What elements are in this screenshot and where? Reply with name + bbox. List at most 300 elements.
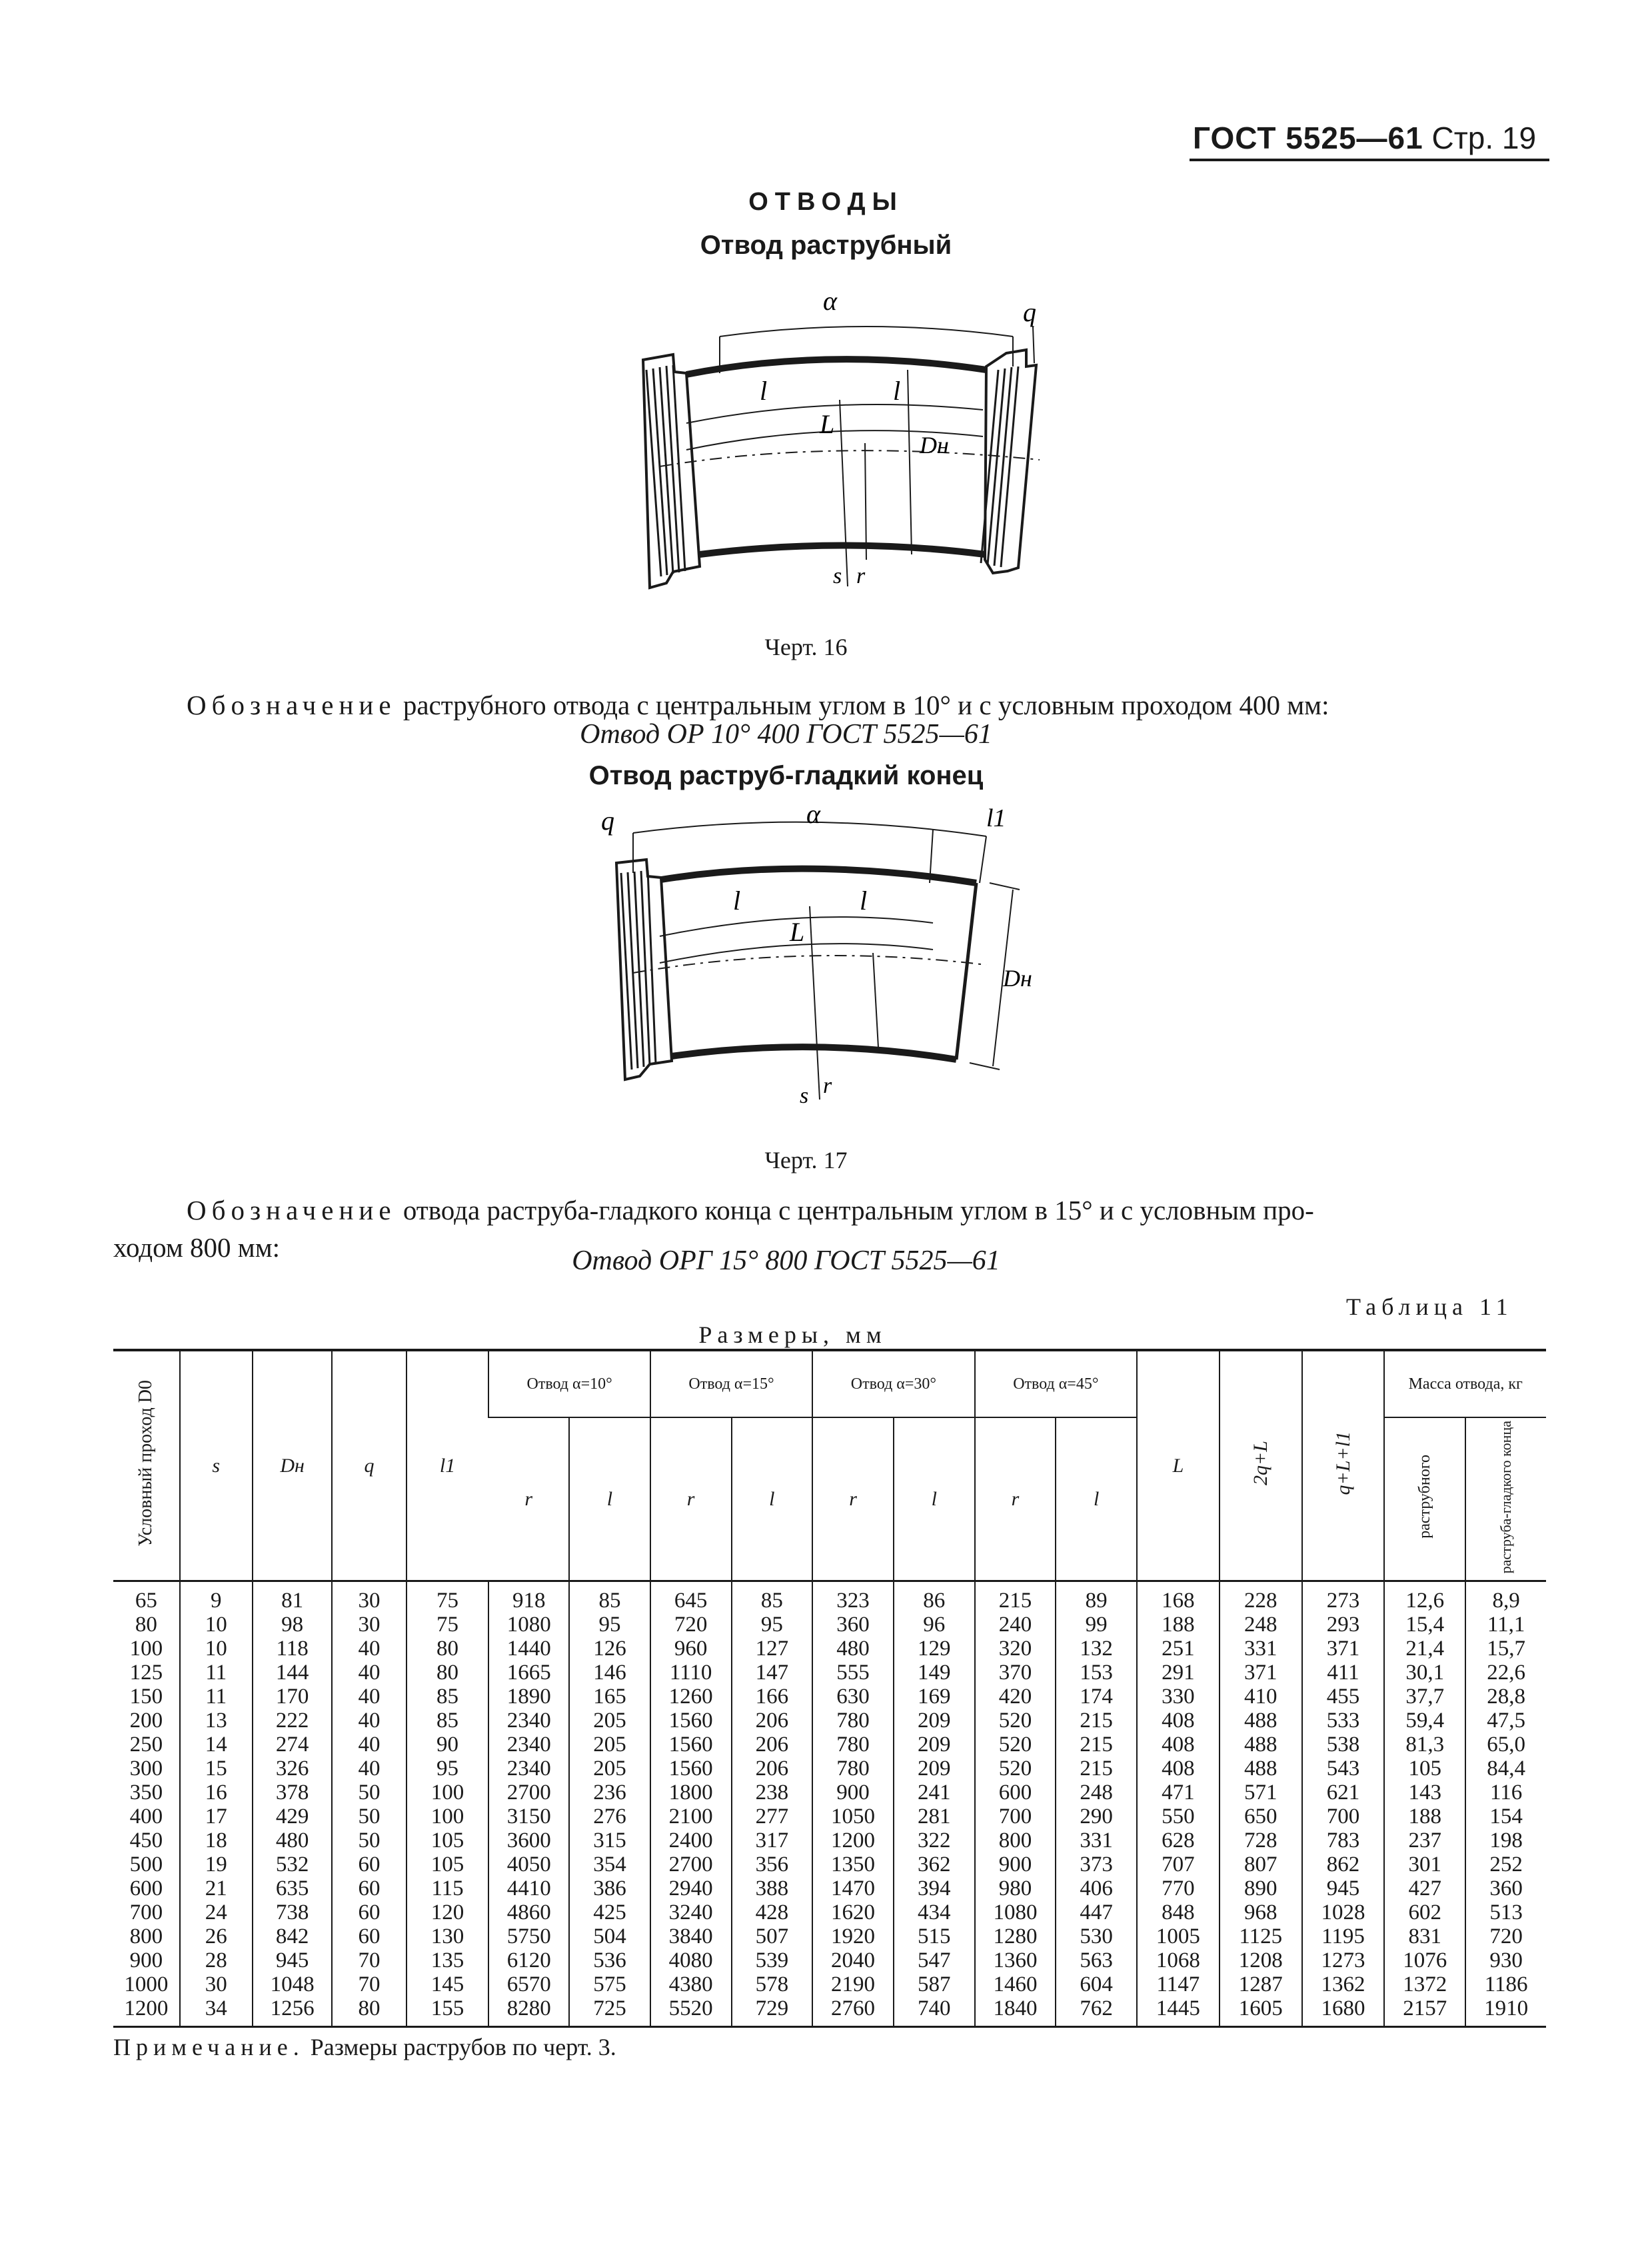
table-cell: 360 <box>812 1613 894 1637</box>
table-cell: 1050 <box>812 1805 894 1829</box>
table-cell: 504 <box>569 1924 650 1948</box>
group-otvod-10: Отвод α=10° <box>488 1350 650 1417</box>
fig16-subtitle: Отвод раструбный <box>700 231 952 260</box>
fig16-label-s: s <box>833 564 842 588</box>
table-cell: 75 <box>407 1581 489 1613</box>
table-cell: 1195 <box>1302 1924 1385 1948</box>
table-cell: 1068 <box>1137 1948 1220 1972</box>
table-cell: 520 <box>975 1733 1056 1757</box>
table-cell: 575 <box>569 1972 650 1996</box>
table-cell: 105 <box>407 1829 489 1853</box>
table-cell: 2760 <box>812 1996 894 2027</box>
table-cell: 2157 <box>1384 1996 1465 2027</box>
table-cell: 166 <box>732 1685 813 1709</box>
table-cell: 1460 <box>975 1972 1056 1996</box>
table-cell: 707 <box>1137 1853 1220 1876</box>
table-cell: 1280 <box>975 1924 1056 1948</box>
table-cell: 2040 <box>812 1948 894 1972</box>
table-cell: 968 <box>1220 1900 1302 1924</box>
col-dn0: Условный проход D0 <box>113 1350 180 1581</box>
table-cell: 488 <box>1220 1757 1302 1781</box>
table-cell: 587 <box>894 1972 975 1996</box>
table-cell: 40 <box>332 1757 406 1781</box>
table-cell: 11 <box>180 1661 253 1685</box>
table-cell: 5520 <box>650 1996 732 2027</box>
table-cell: 800 <box>129 1924 163 1949</box>
table-cell: 84,4 <box>1465 1757 1546 1781</box>
table-row <box>113 1853 1546 1876</box>
col-l-30: l <box>894 1417 975 1581</box>
table-cell: 1470 <box>812 1876 894 1900</box>
group-otvod-45: Отвод α=45° <box>975 1350 1137 1417</box>
table-cell: 205 <box>569 1709 650 1733</box>
designation-2 <box>187 1191 1553 1229</box>
table-cell: 30 <box>332 1613 406 1637</box>
table-cell: 47,5 <box>1465 1709 1546 1733</box>
table-cell: 248 <box>1056 1781 1137 1805</box>
table-cell: 215 <box>1056 1709 1137 1733</box>
table-cell: 129 <box>894 1637 975 1661</box>
table-cell: 59,4 <box>1384 1709 1465 1733</box>
col-r-45: r <box>975 1417 1056 1581</box>
table-cell: 1048 <box>253 1972 333 1996</box>
table-cell: 34 <box>180 1996 253 2027</box>
fig17-label-q: q <box>601 806 614 836</box>
table-cell: 900 <box>975 1853 1056 1876</box>
table-cell: 1560 <box>650 1733 732 1757</box>
table-cell: 50 <box>332 1829 406 1853</box>
table-cell: 720 <box>1465 1924 1546 1948</box>
table-cell: 800 <box>975 1829 1056 1853</box>
table-row <box>113 1924 1546 1948</box>
table-cell: 169 <box>894 1685 975 1709</box>
table-cell: 236 <box>569 1781 650 1805</box>
table-cell: 900 <box>129 1948 163 1973</box>
table-cell: 198 <box>1465 1829 1546 1853</box>
table-row <box>113 1876 1546 1900</box>
table-cell: 95 <box>407 1757 489 1781</box>
table-cell: 237 <box>1384 1829 1465 1853</box>
table-cell: 700 <box>129 1900 163 1925</box>
table-cell: 28 <box>180 1948 253 1972</box>
table-cell: 780 <box>812 1733 894 1757</box>
table-cell: 604 <box>1056 1972 1137 1996</box>
table-cell: 252 <box>1465 1853 1546 1876</box>
table-cell: 780 <box>812 1757 894 1781</box>
table-cell: 89 <box>1056 1581 1137 1613</box>
table-cell: 209 <box>894 1757 975 1781</box>
table-cell: 831 <box>1384 1924 1465 1948</box>
table-row <box>113 1757 1546 1781</box>
table-cell: 1910 <box>1465 1996 1546 2027</box>
table-cell: 740 <box>894 1996 975 2027</box>
table-cell: 918 <box>488 1581 569 1613</box>
table-cell: 95 <box>569 1613 650 1637</box>
table-cell: 188 <box>1137 1613 1220 1637</box>
table-cell: 411 <box>1302 1661 1385 1685</box>
page-header <box>1193 120 1536 156</box>
table-cell: 630 <box>812 1685 894 1709</box>
table-note-text: Размеры раструбов по черт. 3. <box>304 2034 616 2060</box>
table-cell: 15,7 <box>1465 1637 1546 1661</box>
table-row <box>113 1972 1546 1996</box>
table-cell: 100 <box>407 1805 489 1829</box>
table-cell: 578 <box>732 1972 813 1996</box>
fig16-right-socket <box>981 350 1036 573</box>
col-mass-socket-plain: раструба-гладкого конца <box>1465 1417 1546 1581</box>
table-cell: 205 <box>569 1757 650 1781</box>
table-cell: 6570 <box>488 1972 569 1996</box>
table-cell: 408 <box>1137 1757 1220 1781</box>
table-cell: 60 <box>332 1924 406 1948</box>
table-cell: 371 <box>1302 1637 1385 1661</box>
table-cell: 1200 <box>124 1996 169 2021</box>
table-cell: 165 <box>569 1685 650 1709</box>
table-cell: 40 <box>332 1661 406 1685</box>
table-cell: 1560 <box>650 1757 732 1781</box>
table-cell: 40 <box>332 1733 406 1757</box>
col-q: q <box>332 1350 406 1581</box>
table-cell: 428 <box>732 1900 813 1924</box>
table-cell: 24 <box>180 1900 253 1924</box>
table-cell: 488 <box>1220 1733 1302 1757</box>
table-cell: 386 <box>569 1876 650 1900</box>
table-cell: 132 <box>1056 1637 1137 1661</box>
table-cell: 1273 <box>1302 1948 1385 1972</box>
table-row <box>113 1996 1546 2027</box>
table-cell: 471 <box>1137 1781 1220 1805</box>
table-cell: 1840 <box>975 1996 1056 2027</box>
table-cell: 536 <box>569 1948 650 1972</box>
table-cell: 116 <box>1465 1781 1546 1805</box>
designation-2-text: отвода раструба-гладкого конца с центральным углом в 15° и с условным про- <box>396 1195 1314 1225</box>
table-cell: 635 <box>253 1876 333 1900</box>
table-cell: 80 <box>135 1613 157 1637</box>
table-cell: 11 <box>180 1685 253 1709</box>
fig17-label-l-right: l <box>860 886 868 916</box>
table-cell: 85 <box>569 1581 650 1613</box>
table-cell: 147 <box>732 1661 813 1685</box>
fig17-caption: Черт. 17 <box>764 1147 848 1173</box>
table-cell: 241 <box>894 1781 975 1805</box>
table-cell: 96 <box>894 1613 975 1637</box>
page-number: Стр. 19 <box>1431 121 1537 155</box>
col-l-15: l <box>732 1417 813 1581</box>
table-cell: 115 <box>407 1876 489 1900</box>
table-row <box>113 1709 1546 1733</box>
table-cell: 14 <box>180 1733 253 1757</box>
table-cell: 447 <box>1056 1900 1137 1924</box>
fig16-label-dn: Dн <box>920 432 949 458</box>
fig16-drawing <box>600 280 1080 600</box>
fig16-label-q: q <box>1023 297 1036 327</box>
table-cell: 9 <box>180 1581 253 1613</box>
col-L: L <box>1137 1350 1220 1581</box>
table-cell: 507 <box>732 1924 813 1948</box>
table-cell: 550 <box>1137 1805 1220 1829</box>
table-cell: 900 <box>812 1781 894 1805</box>
designation-1-text: раструбного отвода с центральным углом в 10° и с условным проходом 400 мм: <box>396 690 1329 720</box>
table-cell: 2100 <box>650 1805 732 1829</box>
table-cell: 455 <box>1302 1685 1385 1709</box>
table-cell: 65,0 <box>1465 1733 1546 1757</box>
table-cell: 602 <box>1384 1900 1465 1924</box>
table-cell: 4050 <box>488 1853 569 1876</box>
designation-2-line2: ходом 800 мм: <box>113 1232 281 1263</box>
table-cell: 1665 <box>488 1661 569 1685</box>
table-cell: 291 <box>1137 1661 1220 1685</box>
table-cell: 1362 <box>1302 1972 1385 1996</box>
gost-number: ГОСТ 5525—61 <box>1193 121 1423 155</box>
fig17-label-r: r <box>823 1074 832 1098</box>
table-cell: 394 <box>894 1876 975 1900</box>
table-cell: 1147 <box>1137 1972 1220 1996</box>
table-cell: 729 <box>732 1996 813 2027</box>
table-cell: 420 <box>975 1685 1056 1709</box>
table-cell: 205 <box>569 1733 650 1757</box>
table-cell: 1920 <box>812 1924 894 1948</box>
group-otvod-15: Отвод α=15° <box>650 1350 812 1417</box>
table-cell: 1076 <box>1384 1948 1465 1972</box>
table-cell: 783 <box>1302 1829 1385 1853</box>
table-cell: 15 <box>180 1757 253 1781</box>
table-cell: 543 <box>1302 1757 1385 1781</box>
table-cell: 3150 <box>488 1805 569 1829</box>
table-cell: 330 <box>1137 1685 1220 1709</box>
table-cell: 628 <box>1137 1829 1220 1853</box>
table-cell: 274 <box>253 1733 333 1757</box>
table-cell: 571 <box>1220 1781 1302 1805</box>
table-cell: 4380 <box>650 1972 732 1996</box>
table-row <box>113 1613 1546 1637</box>
fig17-label-s: s <box>800 1084 809 1108</box>
table-cell: 725 <box>569 1996 650 2027</box>
table-cell: 250 <box>129 1733 163 1757</box>
table-cell: 547 <box>894 1948 975 1972</box>
table-label: Таблица 11 <box>1346 1293 1513 1320</box>
table-cell: 85 <box>732 1581 813 1613</box>
table-cell: 21,4 <box>1384 1637 1465 1661</box>
table-cell: 4410 <box>488 1876 569 1900</box>
table-cell: 228 <box>1220 1581 1302 1613</box>
col-r-30: r <box>812 1417 894 1581</box>
table-cell: 100 <box>129 1637 163 1661</box>
table-cell: 434 <box>894 1900 975 1924</box>
table-cell: 95 <box>732 1613 813 1637</box>
table-cell: 144 <box>253 1661 333 1685</box>
table-cell: 2340 <box>488 1709 569 1733</box>
table-cell: 427 <box>1384 1876 1465 1900</box>
table-cell: 563 <box>1056 1948 1137 1972</box>
table-cell: 273 <box>1302 1581 1385 1613</box>
table-cell: 281 <box>894 1805 975 1829</box>
table-row <box>113 1581 1546 1613</box>
table-cell: 240 <box>975 1613 1056 1637</box>
table-row <box>113 1637 1546 1661</box>
table-cell: 276 <box>569 1805 650 1829</box>
table-cell: 70 <box>332 1972 406 1996</box>
table-cell: 290 <box>1056 1805 1137 1829</box>
table-cell: 1350 <box>812 1853 894 1876</box>
table-cell: 301 <box>1384 1853 1465 1876</box>
table-row <box>113 1733 1546 1757</box>
col-dh: Dн <box>253 1350 333 1581</box>
table-cell: 373 <box>1056 1853 1137 1876</box>
table-cell: 354 <box>569 1853 650 1876</box>
table-cell: 700 <box>975 1805 1056 1829</box>
table-cell: 408 <box>1137 1733 1220 1757</box>
fig16-label-l-right: l <box>893 376 901 406</box>
table-cell: 621 <box>1302 1781 1385 1805</box>
table-cell: 388 <box>732 1876 813 1900</box>
table-cell: 19 <box>180 1853 253 1876</box>
table-cell: 90 <box>407 1733 489 1757</box>
designation-2-example: Отвод ОРГ 15° 800 ГОСТ 5525—61 <box>572 1245 1000 1276</box>
table-cell: 209 <box>894 1733 975 1757</box>
group-mass: Масса отвода, кг <box>1384 1350 1546 1417</box>
table-cell: 450 <box>129 1829 163 1853</box>
table-cell: 40 <box>332 1685 406 1709</box>
fig17-label-l-left: l <box>733 886 741 916</box>
table-cell: 539 <box>732 1948 813 1972</box>
table-note-label: Примечание. <box>113 2034 305 2060</box>
table-cell: 8280 <box>488 1996 569 2027</box>
col-l-45: l <box>1056 1417 1137 1581</box>
table-cell: 1372 <box>1384 1972 1465 1996</box>
table-cell: 1208 <box>1220 1948 1302 1972</box>
table-cell: 770 <box>1137 1876 1220 1900</box>
fig17-label-dn: Dн <box>1003 965 1032 992</box>
table-cell: 70 <box>332 1948 406 1972</box>
table-cell: 215 <box>975 1581 1056 1613</box>
table-cell: 530 <box>1056 1924 1137 1948</box>
table-cell: 350 <box>129 1781 163 1805</box>
table-cell: 532 <box>253 1853 333 1876</box>
table-cell: 37,7 <box>1384 1685 1465 1709</box>
table-cell: 360 <box>1465 1876 1546 1900</box>
col-r-10: r <box>488 1417 569 1581</box>
table-cell: 80 <box>407 1661 489 1685</box>
col-mass-socket: раструбного <box>1384 1417 1465 1581</box>
group-otvod-30: Отвод α=30° <box>812 1350 974 1417</box>
table-cell: 17 <box>180 1805 253 1829</box>
col-l1: l1 <box>407 1350 489 1581</box>
table-cell: 130 <box>407 1924 489 1948</box>
table-cell: 21 <box>180 1876 253 1900</box>
table-cell: 150 <box>129 1685 163 1709</box>
table-cell: 85 <box>407 1709 489 1733</box>
table-cell: 2700 <box>488 1781 569 1805</box>
table-row <box>113 1900 1546 1924</box>
table-cell: 118 <box>253 1637 333 1661</box>
table-cell: 378 <box>253 1781 333 1805</box>
table-cell: 154 <box>1465 1805 1546 1829</box>
table-cell: 135 <box>407 1948 489 1972</box>
fig16-label-L: L <box>820 409 835 439</box>
table-cell: 126 <box>569 1637 650 1661</box>
designation-1-intro: Обозначение <box>187 690 397 720</box>
fig17-drawing <box>586 800 1053 1133</box>
table-cell: 75 <box>407 1613 489 1637</box>
table-cell: 170 <box>253 1685 333 1709</box>
fig17-label-L: L <box>790 917 805 947</box>
table-cell: 80 <box>332 1996 406 2027</box>
fig17-subtitle: Отвод раструб-гладкий конец <box>588 761 984 790</box>
table-cell: 1080 <box>975 1900 1056 1924</box>
table-cell: 15,4 <box>1384 1613 1465 1637</box>
fig16-left-socket <box>643 355 700 588</box>
table-cell: 600 <box>975 1781 1056 1805</box>
table-cell: 315 <box>569 1829 650 1853</box>
table-cell: 400 <box>129 1805 163 1829</box>
table-cell: 209 <box>894 1709 975 1733</box>
table-cell: 98 <box>253 1613 333 1637</box>
table-row <box>113 1805 1546 1829</box>
table-cell: 222 <box>253 1709 333 1733</box>
table-cell: 105 <box>1384 1757 1465 1781</box>
table-cell: 60 <box>332 1853 406 1876</box>
table-cell: 728 <box>1220 1829 1302 1853</box>
table-cell: 22,6 <box>1465 1661 1546 1685</box>
col-q-L-l1: q+L+l1 <box>1302 1350 1385 1581</box>
table-cell: 890 <box>1220 1876 1302 1900</box>
table-cell: 848 <box>1137 1900 1220 1924</box>
table-cell: 120 <box>407 1900 489 1924</box>
fig16-caption: Черт. 16 <box>764 634 848 660</box>
table-cell: 520 <box>975 1757 1056 1781</box>
table-cell: 960 <box>650 1637 732 1661</box>
table-cell: 762 <box>1056 1996 1137 2027</box>
table-cell: 149 <box>894 1661 975 1685</box>
table-cell: 6120 <box>488 1948 569 1972</box>
table-cell: 945 <box>253 1948 333 1972</box>
table-cell: 645 <box>650 1581 732 1613</box>
table-cell: 99 <box>1056 1613 1137 1637</box>
table-cell: 1005 <box>1137 1924 1220 1948</box>
table-cell: 807 <box>1220 1853 1302 1876</box>
table-cell: 1800 <box>650 1781 732 1805</box>
table-cell: 13 <box>180 1709 253 1733</box>
section-title: ОТВОДЫ <box>748 188 904 216</box>
table-cell: 80 <box>407 1637 489 1661</box>
table-cell: 143 <box>1384 1781 1465 1805</box>
table-cell: 248 <box>1220 1613 1302 1637</box>
table-cell: 980 <box>975 1876 1056 1900</box>
table-cell: 206 <box>732 1757 813 1781</box>
table-cell: 406 <box>1056 1876 1137 1900</box>
table-cell: 1360 <box>975 1948 1056 1972</box>
table-cell: 500 <box>129 1853 163 1877</box>
table-cell: 18 <box>180 1829 253 1853</box>
table-cell: 293 <box>1302 1613 1385 1637</box>
table-cell: 50 <box>332 1781 406 1805</box>
table-cell: 60 <box>332 1876 406 1900</box>
table-cell: 410 <box>1220 1685 1302 1709</box>
table-cell: 480 <box>253 1829 333 1853</box>
table-cell: 480 <box>812 1637 894 1661</box>
table-cell: 331 <box>1220 1637 1302 1661</box>
table-cell: 780 <box>812 1709 894 1733</box>
table-cell: 331 <box>1056 1829 1137 1853</box>
table-cell: 738 <box>253 1900 333 1924</box>
table-cell: 238 <box>732 1781 813 1805</box>
table-cell: 600 <box>129 1876 163 1901</box>
table-cell: 215 <box>1056 1733 1137 1757</box>
table-cell: 2400 <box>650 1829 732 1853</box>
table-cell: 1605 <box>1220 1996 1302 2027</box>
table-cell: 3240 <box>650 1900 732 1924</box>
table-cell: 650 <box>1220 1805 1302 1829</box>
